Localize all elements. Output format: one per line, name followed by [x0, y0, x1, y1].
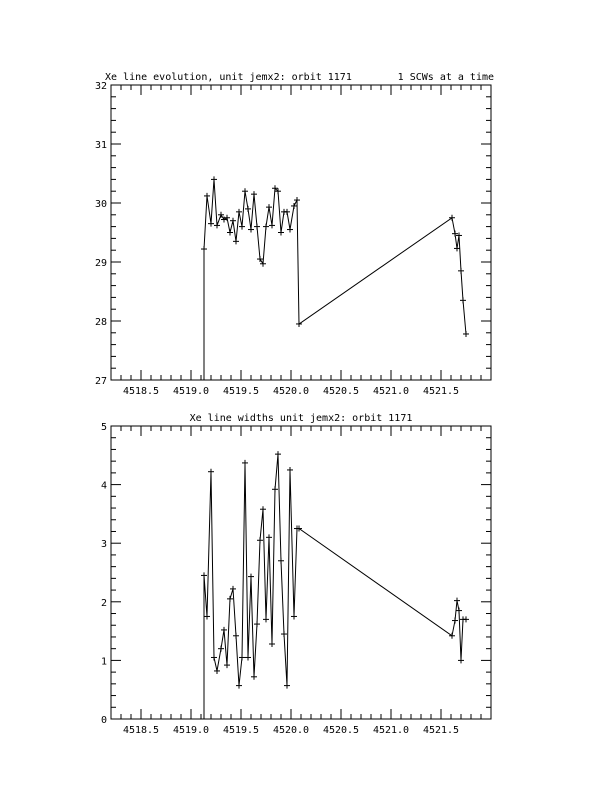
widths-data-point	[266, 534, 272, 540]
evolution-data-point	[245, 206, 251, 212]
widths-y-tick-label: 3	[100, 539, 107, 551]
widths-data-point	[224, 662, 230, 668]
widths-x-tick-label: 4519.5	[222, 725, 260, 736]
evolution-data-point	[260, 261, 266, 267]
widths-data-point	[227, 596, 233, 602]
widths-data-point	[452, 618, 458, 624]
widths-data-point	[287, 467, 293, 473]
widths-data-point	[242, 460, 248, 466]
widths-data-point	[281, 631, 287, 637]
evolution-x-tick-label: 4519.0	[172, 386, 210, 397]
evolution-data-point	[284, 209, 290, 215]
widths-data-point	[201, 572, 207, 578]
evolution-data-point	[239, 224, 245, 230]
widths-data-point	[275, 451, 281, 457]
evolution-x-tick-label: 4521.5	[422, 386, 460, 397]
evolution-x-tick-label: 4519.5	[222, 386, 260, 397]
widths-title: Xe line widths unit jemx2: orbit 1171	[189, 413, 413, 424]
evolution-y-tick-label: 32	[94, 81, 107, 92]
widths-y-tick-label: 5	[100, 422, 107, 433]
widths-x-tick-label: 4521.5	[422, 725, 460, 736]
evolution-data-point	[227, 230, 233, 236]
widths-data-point	[272, 486, 278, 492]
widths-y-tick-label: 0	[100, 715, 107, 726]
evolution-data-point	[233, 238, 239, 244]
evolution-data-point	[287, 227, 293, 233]
widths-y-tick-label: 2	[100, 597, 107, 609]
evolution-y-tick-label: 29	[94, 258, 107, 269]
evolution-x-tick-label: 4521.0	[372, 386, 410, 397]
evolution-data-point	[208, 221, 214, 227]
widths-data-point	[214, 668, 220, 674]
widths-series-line	[204, 454, 466, 685]
widths-data-point	[458, 657, 464, 663]
widths-x-ticks	[111, 426, 491, 736]
widths-data-point	[251, 674, 257, 680]
evolution-series-line	[204, 179, 466, 334]
widths-data-point	[456, 608, 462, 614]
evolution-subtitle: 1 SCWs at a time	[397, 72, 494, 83]
evolution-title: Xe line evolution, unit jemx2: orbit 1171	[105, 72, 352, 83]
evolution-data-point	[214, 222, 220, 228]
widths-data-point	[208, 469, 214, 475]
evolution-y-tick-label: 27	[94, 376, 107, 387]
evolution-data-point	[463, 331, 469, 337]
evolution-data-point	[454, 245, 460, 251]
widths-series	[201, 451, 469, 719]
evolution-data-point	[460, 297, 466, 303]
widths-data-point	[260, 506, 266, 512]
widths-y-ticks	[101, 422, 491, 726]
evolution-y-tick-label: 30	[94, 199, 107, 210]
evolution-data-point	[248, 227, 254, 233]
widths-data-point	[221, 627, 227, 633]
evolution-data-point	[251, 191, 257, 197]
evolution-x-tick-label: 4520.5	[322, 386, 360, 397]
widths-data-point	[254, 621, 260, 627]
evolution-data-point	[294, 197, 300, 203]
evolution-data-point	[291, 203, 297, 209]
evolution-plot-frame	[111, 85, 491, 380]
widths-x-tick-label: 4520.5	[322, 725, 360, 736]
evolution-data-point	[263, 224, 269, 230]
widths-data-point	[463, 616, 469, 622]
widths-panel	[101, 413, 491, 736]
widths-data-point	[245, 654, 251, 660]
widths-data-point	[291, 613, 297, 619]
widths-data-point	[248, 574, 254, 580]
evolution-data-point	[204, 193, 210, 199]
evolution-data-point	[218, 212, 224, 218]
widths-data-point	[269, 641, 275, 647]
evolution-series	[201, 176, 469, 380]
evolution-data-point	[278, 230, 284, 236]
widths-data-point	[233, 633, 239, 639]
widths-x-tick-label: 4521.0	[372, 725, 410, 736]
widths-data-point	[239, 654, 245, 660]
evolution-data-point	[269, 222, 275, 228]
evolution-y-ticks	[95, 81, 491, 387]
evolution-data-point	[296, 321, 302, 327]
widths-data-point	[263, 616, 269, 622]
widths-x-tick-label: 4519.0	[172, 725, 210, 736]
widths-data-point	[204, 613, 210, 619]
evolution-data-point	[236, 209, 242, 215]
widths-data-point	[278, 558, 284, 564]
evolution-data-point	[242, 188, 248, 194]
evolution-data-point	[211, 176, 217, 182]
widths-x-tick-label: 4518.5	[122, 725, 160, 736]
evolution-data-point	[458, 268, 464, 274]
widths-y-tick-label: 1	[100, 656, 107, 668]
evolution-data-point	[230, 218, 236, 224]
widths-x-tick-label: 4520.0	[272, 725, 310, 736]
evolution-data-point	[254, 224, 260, 230]
widths-data-point	[230, 586, 236, 592]
evolution-data-point	[201, 246, 207, 252]
evolution-data-point	[266, 204, 272, 210]
evolution-data-point	[257, 256, 263, 262]
widths-data-point	[236, 683, 242, 689]
widths-data-point	[454, 598, 460, 604]
widths-y-tick-label: 4	[100, 480, 107, 492]
evolution-x-ticks	[111, 85, 491, 397]
evolution-y-tick-label: 28	[94, 317, 107, 328]
evolution-x-tick-label: 4520.0	[272, 386, 310, 397]
widths-data-point	[211, 654, 217, 660]
widths-data-point	[284, 683, 290, 689]
evolution-y-tick-label: 31	[94, 140, 107, 151]
widths-plot-frame	[111, 426, 491, 719]
evolution-x-tick-label: 4518.5	[122, 386, 160, 397]
widths-data-point	[449, 633, 455, 639]
evolution-panel	[95, 72, 494, 397]
widths-data-point	[218, 646, 224, 652]
widths-data-point	[257, 537, 263, 543]
